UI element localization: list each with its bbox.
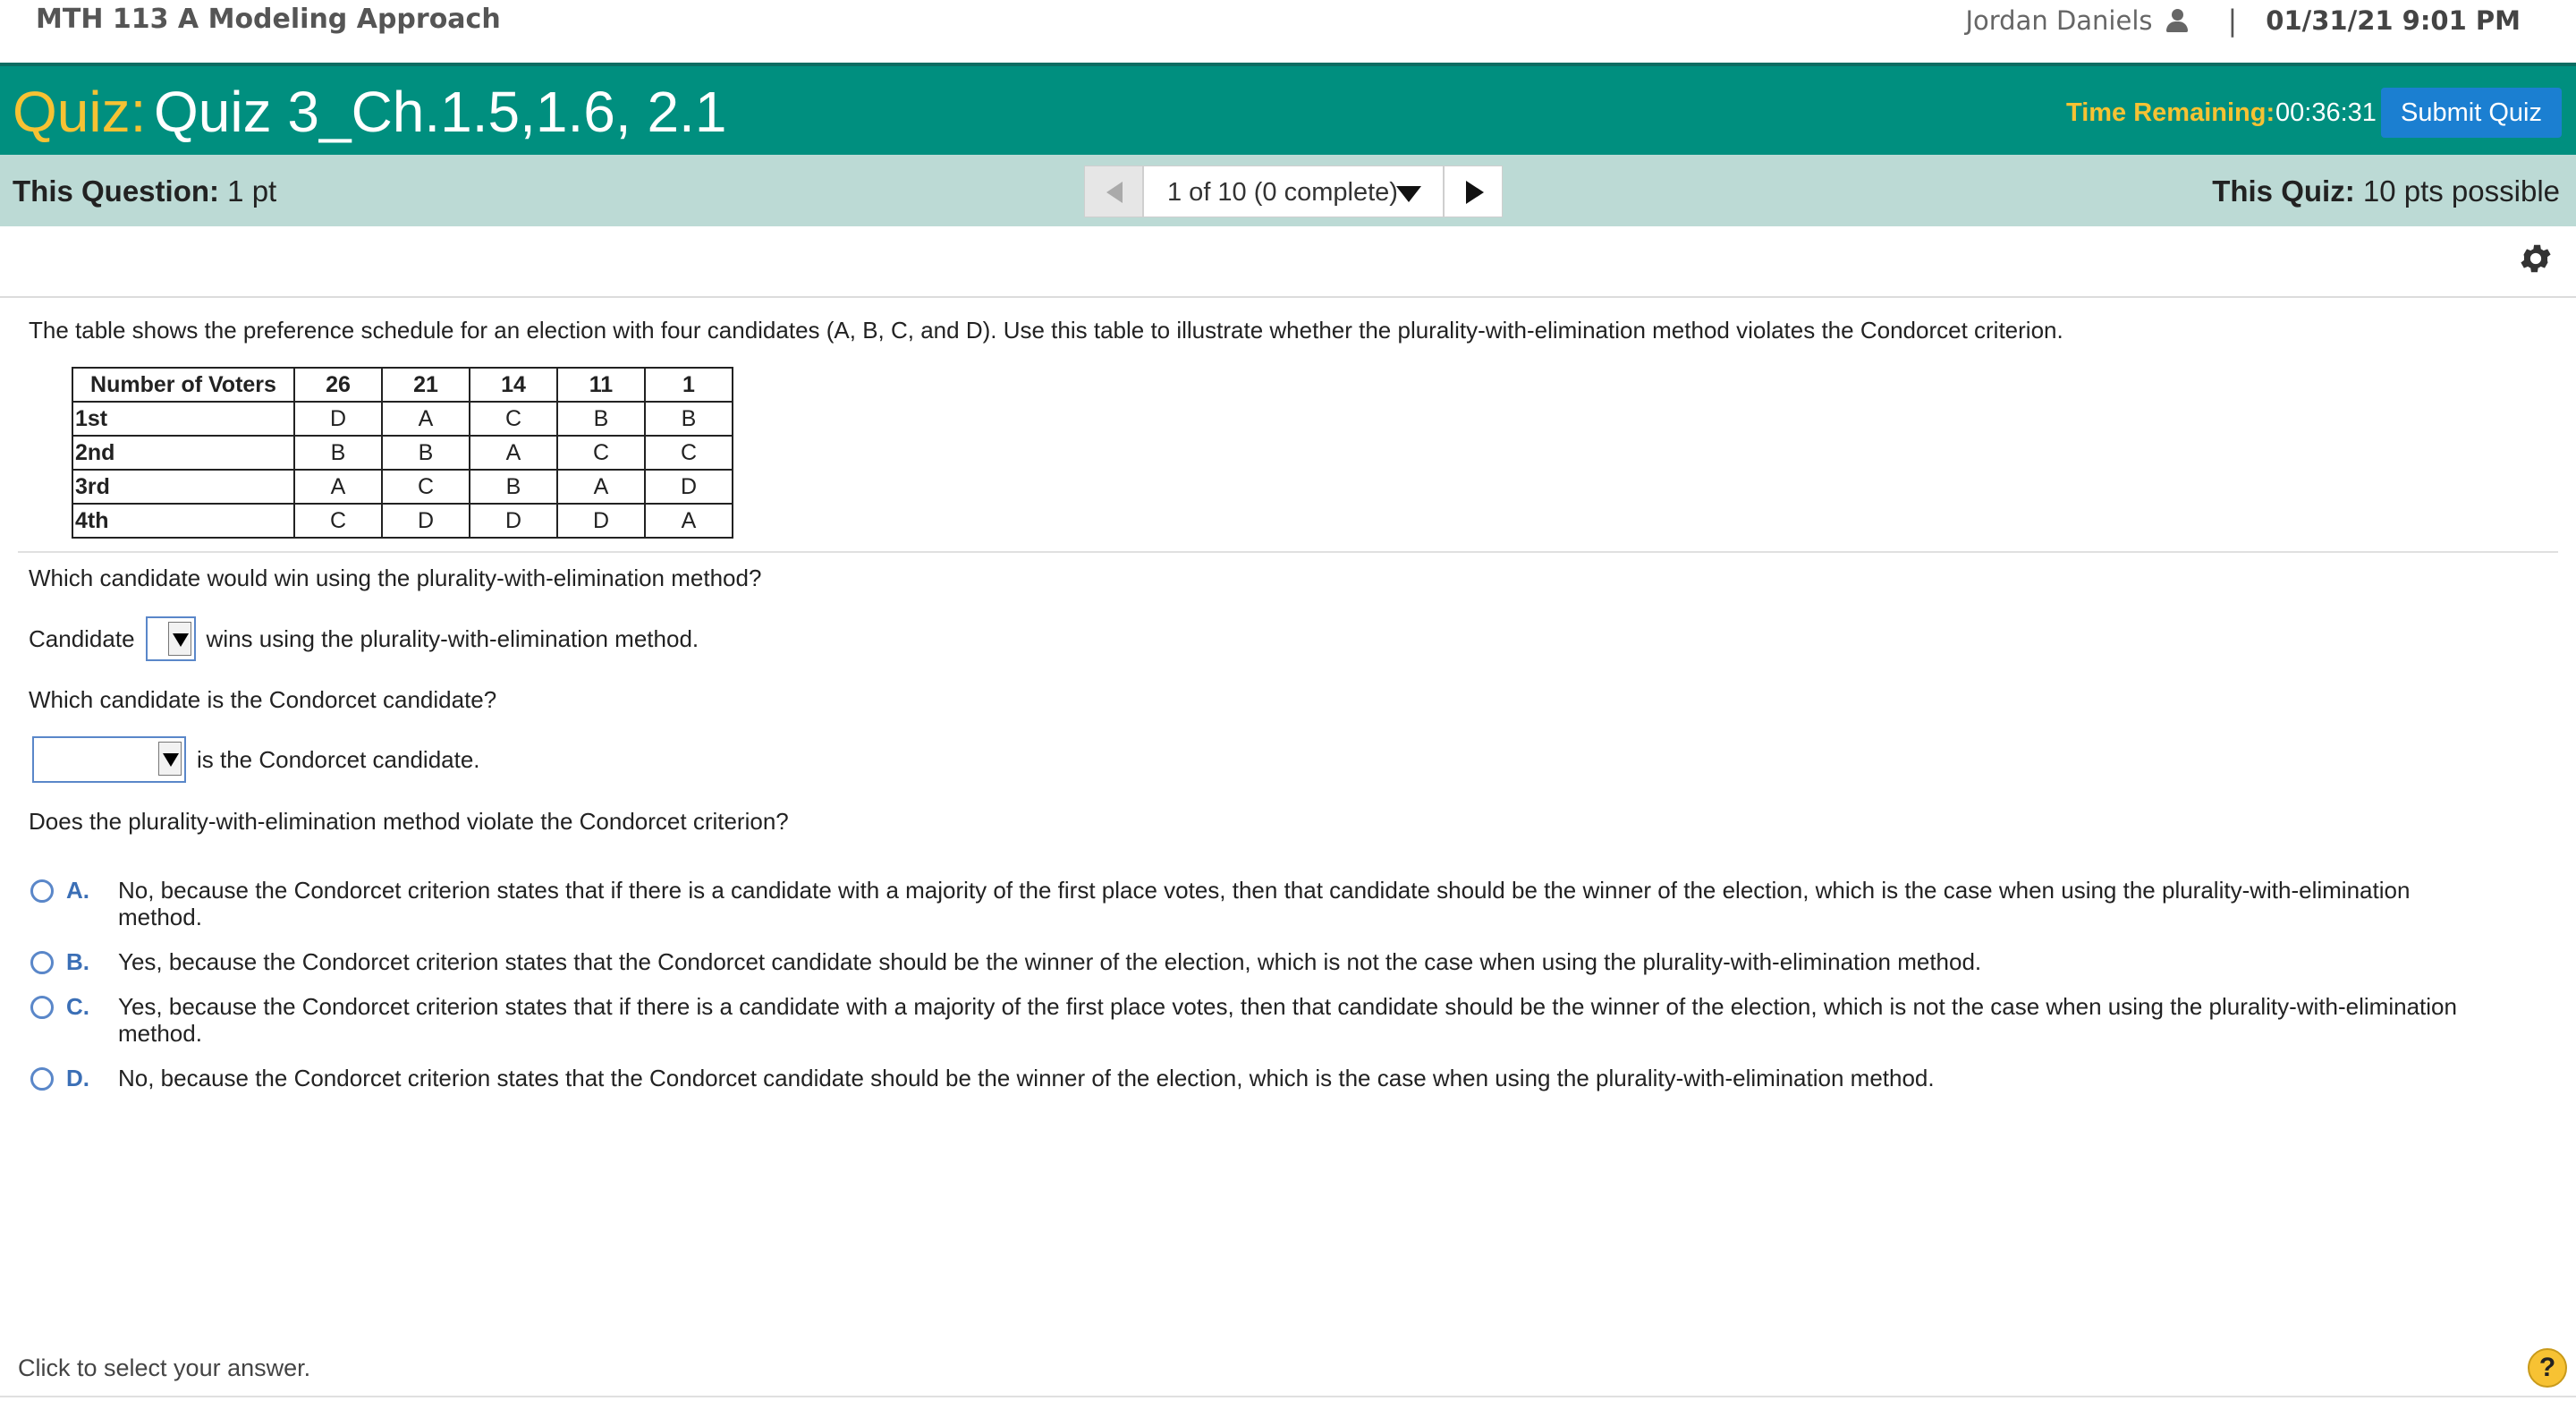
part1-prefix: Candidate: [29, 624, 135, 652]
quiz-prefix: Quiz:: [13, 80, 147, 144]
table-cell: A: [294, 470, 382, 504]
part2-answer-row: [32, 736, 480, 783]
choice-c[interactable]: [30, 993, 2553, 1047]
user-name[interactable]: Jordan Daniels: [1965, 5, 2153, 36]
table-cell: B: [382, 436, 470, 470]
table-cell: B: [470, 470, 557, 504]
quiz-points: [2212, 174, 2560, 208]
quiz-points-label: This Quiz:: [2212, 174, 2355, 208]
table-header-label: Number of Voters: [72, 368, 294, 402]
table-cell: D: [557, 504, 645, 538]
choice-d[interactable]: [30, 1065, 2553, 1091]
table-cell: D: [645, 470, 733, 504]
voter-count: 21: [382, 368, 470, 402]
question-navigator-text: 1 of 10 (0 complete): [1167, 178, 1398, 207]
table-cell: C: [382, 470, 470, 504]
table-cell: B: [557, 402, 645, 436]
choice-letter: B.: [66, 948, 89, 975]
divider: [0, 1396, 2576, 1397]
question-info-bar: [0, 155, 2576, 226]
question-points-label: This Question:: [13, 174, 219, 208]
voter-count: 14: [470, 368, 557, 402]
question-navigator-select[interactable]: [1143, 166, 1444, 217]
preference-table: [72, 367, 733, 539]
choice-text[interactable]: No, because the Condorcet criterion states that the Condorcet candidate should be the winner of the election, which is the case when using the plurality-with-elimination method.: [118, 1065, 1935, 1091]
part2-suffix: is the Condorcet candidate.: [197, 745, 480, 773]
choice-text[interactable]: Yes, because the Condorcet criterion states that the Condorcet candidate should be the winner of the election, which is not the case when using the plurality-with-elimination method.: [118, 948, 1982, 975]
arrow-right-icon: [1466, 181, 1484, 204]
rank-label: 3rd: [72, 470, 294, 504]
submit-quiz-button[interactable]: Submit Quiz: [2381, 88, 2562, 138]
rank-label: 1st: [72, 402, 294, 436]
choice-letter: D.: [66, 1065, 89, 1091]
choice-text[interactable]: Yes, because the Condorcet criterion states that if there is a candidate with a majority of the first place votes, then that candidate should be the winner of the election, which is not the case when using the plurality-with-elimination method.: [118, 993, 2457, 1047]
table-header-row: [72, 368, 733, 402]
quiz-header: [0, 63, 2576, 155]
answer-choices: [30, 877, 2553, 1109]
voter-count: 26: [294, 368, 382, 402]
arrow-left-icon: [1106, 182, 1123, 203]
user-icon[interactable]: [2165, 8, 2189, 33]
time-remaining-label: Time Remaining:: [2066, 98, 2275, 127]
table-cell: A: [470, 436, 557, 470]
chevron-down-icon: [1396, 186, 1421, 202]
part2-question: Which candidate is the Condorcet candidate?: [29, 686, 497, 713]
table-row: [72, 470, 733, 504]
voter-count: 11: [557, 368, 645, 402]
table-row: [72, 436, 733, 470]
time-remaining-value: 00:36:31: [2275, 98, 2377, 127]
table-row: [72, 402, 733, 436]
quiz-points-value: 10 pts possible: [2362, 174, 2560, 208]
table-row: [72, 504, 733, 538]
rank-label: 2nd: [72, 436, 294, 470]
divider: [18, 551, 2558, 553]
part1-answer-row: [29, 616, 699, 661]
table-cell: C: [557, 436, 645, 470]
chevron-down-icon: [168, 622, 191, 656]
choice-letter: C.: [66, 993, 89, 1020]
radio-button[interactable]: [30, 996, 54, 1019]
condorcet-dropdown[interactable]: [32, 736, 186, 783]
voter-count: 1: [645, 368, 733, 402]
top-bar: [0, 0, 2576, 63]
footer-hint: Click to select your answer.: [18, 1354, 311, 1381]
table-cell: D: [294, 402, 382, 436]
part1-question: Which candidate would win using the plurality-with-elimination method?: [29, 565, 762, 591]
radio-button[interactable]: [30, 1067, 54, 1091]
table-cell: D: [382, 504, 470, 538]
part1-suffix: wins using the plurality-with-elimination method.: [206, 624, 699, 652]
rank-label: 4th: [72, 504, 294, 538]
separator: |: [2227, 4, 2238, 38]
table-cell: C: [294, 504, 382, 538]
radio-button[interactable]: [30, 879, 54, 903]
chevron-down-icon: [158, 742, 182, 776]
help-icon[interactable]: ?: [2528, 1348, 2567, 1388]
table-cell: A: [557, 470, 645, 504]
previous-question-button[interactable]: [1084, 166, 1143, 217]
choice-b[interactable]: [30, 948, 2553, 975]
table-cell: C: [470, 402, 557, 436]
table-cell: A: [382, 402, 470, 436]
question-points-value: 1 pt: [227, 174, 277, 208]
choice-letter: A.: [66, 877, 89, 904]
user-area: [1965, 4, 2521, 38]
part3-question: Does the plurality-with-elimination method violate the Condorcet criterion?: [29, 808, 789, 835]
question-points: [13, 174, 276, 208]
choice-text[interactable]: No, because the Condorcet criterion states that if there is a candidate with a majority of the first place votes, then that candidate should be the winner of the election, which is the case when using the plurality-with-elimination method.: [118, 877, 2411, 930]
datetime: 01/31/21 9:01 PM: [2266, 5, 2521, 36]
choice-a[interactable]: [30, 877, 2553, 930]
divider: [0, 296, 2576, 298]
table-cell: C: [645, 436, 733, 470]
table-cell: A: [645, 504, 733, 538]
gear-icon[interactable]: [2517, 240, 2555, 277]
table-cell: D: [470, 504, 557, 538]
next-question-button[interactable]: [1444, 166, 1503, 217]
question-prompt: The table shows the preference schedule for an election with four candidates (A, B, C, and D). Use this table to illustrate whether the plurality-with-elimination method violates the Condorcet criterion.: [29, 317, 2063, 344]
table-cell: B: [294, 436, 382, 470]
radio-button[interactable]: [30, 951, 54, 974]
table-cell: B: [645, 402, 733, 436]
winner-dropdown[interactable]: [146, 616, 196, 661]
quiz-title: Quiz 3_Ch.1.5,1.6, 2.1: [154, 80, 727, 144]
course-title: MTH 113 A Modeling Approach: [36, 4, 501, 35]
